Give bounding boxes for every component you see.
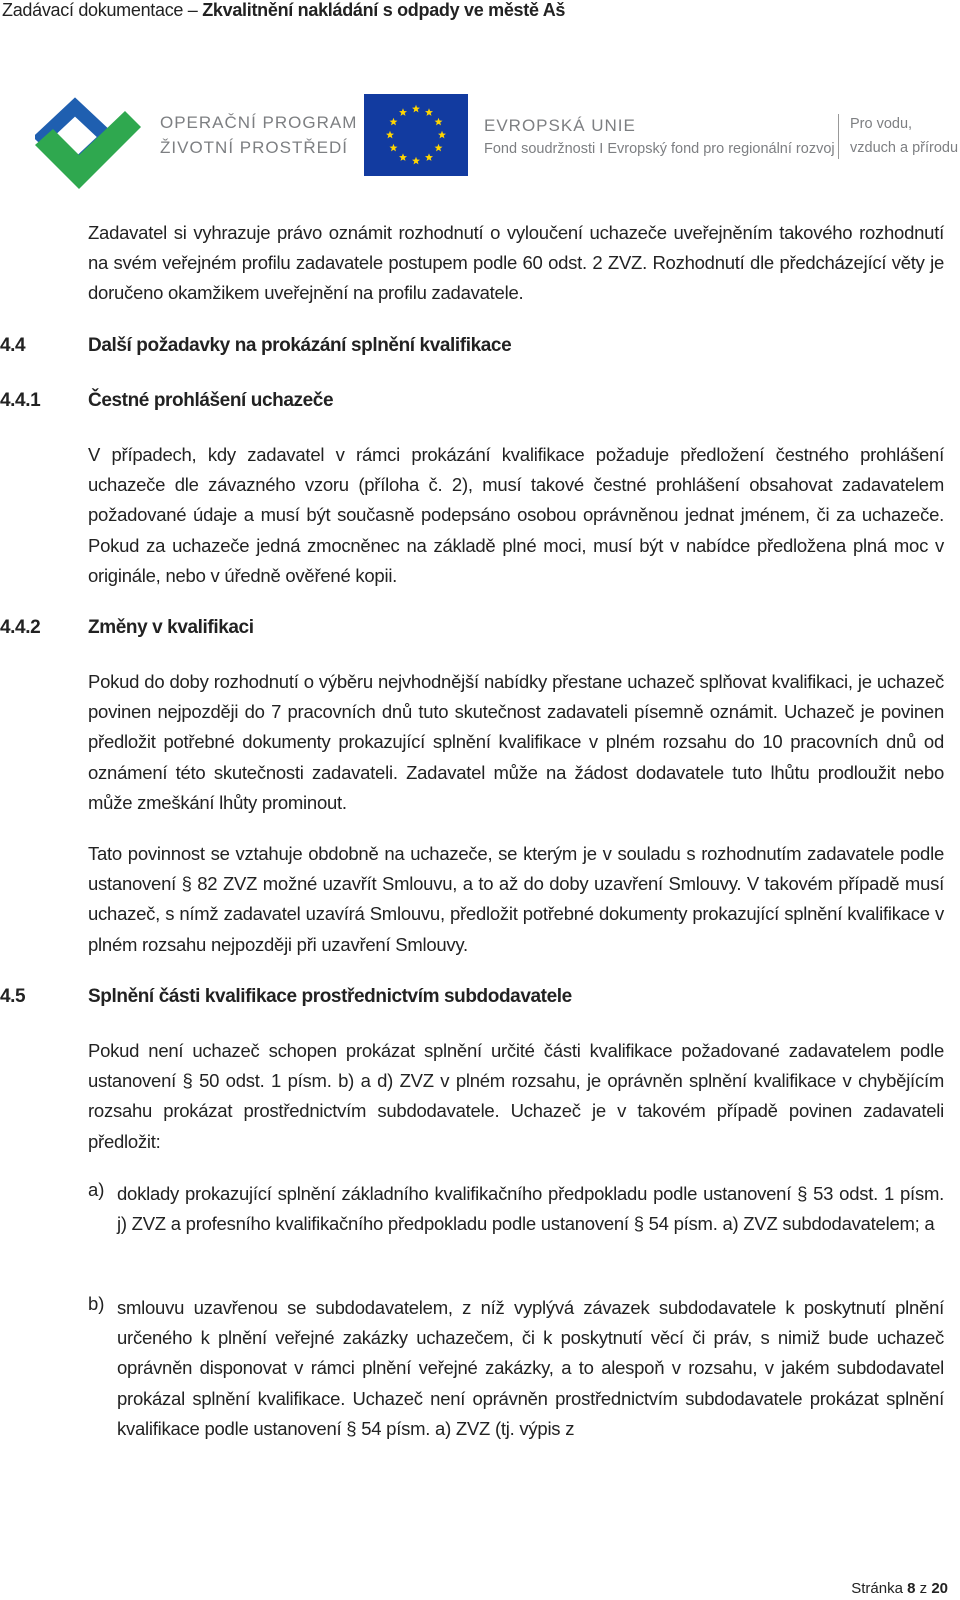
intro-paragraph: Zadavatel si vyhrazuje právo oznámit rozhodnutí o vyloučení uchazeče uveřejněním takového rozhodnutí na svém veřejném profilu zadavatele postupem podle 60 odst. 2 ZVZ. Rozhodnutí dle předcházející věty je doručeno okamžikem uveřejnění na profilu zadavatele.	[88, 222, 944, 304]
list-item-b-letter: b)	[88, 1293, 105, 1314]
logo-divider	[838, 114, 839, 159]
list-item-a-letter: a)	[88, 1179, 105, 1200]
footer-page-label: Stránka	[851, 1580, 908, 1597]
eu-text	[484, 114, 835, 160]
list-item-b-text: smlouvu uzavřenou se subdodavatelem, z níž vyplývá závazek subdodavatele k poskytnutí plnění určeného k plnění veřejné zakázky uchazečem, či k poskytnutí věcí či práv, s nimiž bude uchazeč oprávněn disponovat v rámci plnění veřejné zakázky, a to alespoň v rozsahu, v jakém subdodavatel prokázal splnění kvalifikace. Uchazeč není oprávněn prostřednictvím subdodavatele prokázat splnění kvalifikace podle ustanovení § 54 písm. a) ZVZ (tj. výpis z	[117, 1297, 944, 1439]
eu-line-2: Fond soudržnosti I Evropský fond pro regionální rozvoj	[484, 141, 835, 157]
footer-page-number: 8	[907, 1580, 916, 1597]
motto-line-1: Pro vodu,	[850, 116, 913, 132]
header-prefix: Zadávací dokumentace –	[2, 0, 203, 20]
section-4-4-2-paragraph-2: Tato povinnost se vztahuje obdobně na uchazeče, se kterým je v souladu s rozhodnutím zadavatele podle ustanovení § 82 ZVZ možné uzavřít Smlouvu, a to až do doby uzavření Smlouvy. V takovém případě musí uchazeč, s nímž zadavatel uzavírá Smlouvu, předložit potřebné dokumenty prokazující splnění kvalifikace v plném rozsahu nejpozději při uzavření Smlouvy.	[88, 843, 944, 955]
header-title: Zkvalitnění nakládání s odpady ve městě Aš	[202, 0, 566, 20]
footer-of-label: z	[915, 1580, 932, 1597]
section-4-5-number: 4.5	[0, 986, 26, 1007]
section-4-4-title: Další požadavky na prokázání splnění kvalifikace	[88, 335, 512, 356]
section-4-4-1-paragraph: V případech, kdy zadavatel v rámci prokázání kvalifikace požaduje předložení čestného prohlášení uchazeče dle závazného vzoru (příloha č. 2), musí takové čestné prohlášení obsahovat zadavatelem požadované údaje a musí být současně podepsáno osobou oprávněnou jednat jménem, či za uchazeče. Pokud za uchazeče jedná zmocněnec na základě plné moci, musí být v nabídce předložena plná moc v originále, nebo v úředně ověřené kopii.	[88, 444, 944, 586]
list-item-a-text: doklady prokazující splnění základního kvalifikačního předpokladu podle ustanovení § 53 odst. 1 písm. j) ZVZ a profesního kvalifikačního předpokladu podle ustanovení § 54 písm. a) ZVZ subdodavatelem; a	[117, 1183, 944, 1235]
section-4-4-2-title: Změny v kvalifikaci	[88, 617, 254, 638]
op-zp-logo-icon	[35, 85, 145, 190]
motto	[850, 112, 958, 160]
eu-line-1: EVROPSKÁ UNIE	[484, 116, 636, 135]
section-4-4-1-number: 4.4.1	[0, 390, 41, 411]
section-4-4-number: 4.4	[0, 335, 26, 356]
logo-bar	[0, 80, 960, 190]
footer-page-total: 20	[931, 1580, 948, 1597]
section-4-5-title: Splnění části kvalifikace prostřednictvím subdodavatele	[88, 986, 572, 1007]
op-zp-text	[160, 110, 357, 160]
document-header	[2, 0, 565, 21]
eu-flag-icon	[364, 94, 468, 176]
section-4-4-1-title: Čestné prohlášení uchazeče	[88, 390, 334, 411]
page-footer	[851, 1580, 948, 1597]
section-4-4-2-paragraph-1: Pokud do doby rozhodnutí o výběru nejvhodnější nabídky přestane uchazeč splňovat kvalifikaci, je uchazeč povinen nejpozději do 7 pracovních dnů tuto skutečnost zadavateli písemně oznámit. Uchazeč je povinen předložit potřebné dokumenty prokazující splnění kvalifikace v plném rozsahu do 10 pracovních dnů od oznámení této skutečnosti zadavateli. Zadavatel může na žádost dodavatele tuto lhůtu prodloužit nebo může zmeškání lhůty prominout.	[88, 671, 944, 813]
motto-line-2: vzduch a přírodu	[850, 140, 959, 156]
op-line-1: OPERAČNÍ PROGRAM	[160, 113, 358, 132]
section-4-4-2-number: 4.4.2	[0, 617, 41, 638]
op-line-2: ŽIVOTNÍ PROSTŘEDÍ	[160, 138, 348, 157]
section-4-5-paragraph: Pokud není uchazeč schopen prokázat splnění určité části kvalifikace požadované zadavatelem podle ustanovení § 50 odst. 1 písm. b) a d) ZVZ v plném rozsahu, je oprávněn splnění kvalifikace v chybějícím rozsahu prokázat prostřednictvím subdodavatele. Uchazeč je v takovém případě povinen zadavateli předložit:	[88, 1040, 944, 1152]
